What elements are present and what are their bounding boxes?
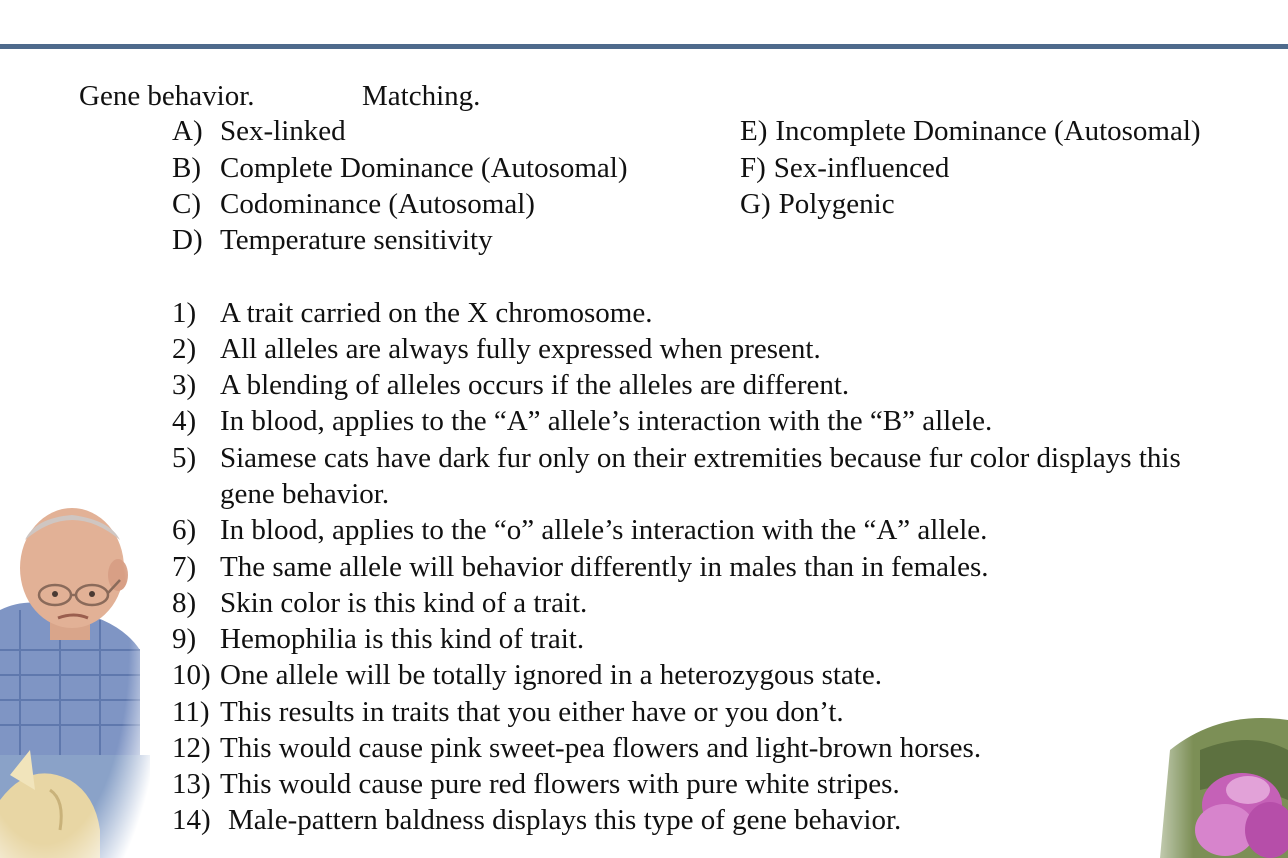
option-text: Polygenic <box>778 188 895 220</box>
option-text: Temperature sensitivity <box>220 224 493 256</box>
question-text: Male-pattern baldness displays this type of gene behavior. <box>228 804 902 836</box>
option-d <box>172 224 493 257</box>
question-number: 11) <box>172 696 210 728</box>
question-text: Hemophilia is this kind of trait. <box>220 623 585 655</box>
question-text: A trait carried on the X chromosome. <box>220 297 653 329</box>
option-c <box>172 188 535 221</box>
question-number: 3) <box>172 369 197 401</box>
option-text: Incomplete Dominance (Autosomal) <box>775 115 1201 147</box>
option-text: Sex-linked <box>220 115 346 147</box>
question-text: This would cause pink sweet-pea flowers and light-brown horses. <box>220 732 982 764</box>
question-text: All alleles are always fully expressed when present. <box>220 333 821 365</box>
question-text: In blood, applies to the “A” allele’s interaction with the “B” allele. <box>220 405 993 437</box>
question-number: 14) <box>172 804 211 836</box>
option-letter: D) <box>172 224 203 256</box>
question-text: This would cause pure red flowers with pure white stripes. <box>220 768 900 800</box>
option-letter: F) <box>740 152 766 184</box>
question-number: 12) <box>172 732 211 764</box>
question-text: The same allele will behavior differently in males than in females. <box>220 551 989 583</box>
option-letter: G) <box>740 188 771 220</box>
question-text: This results in traits that you either have or you don’t. <box>220 696 844 728</box>
option-text: Codominance (Autosomal) <box>220 188 535 220</box>
option-a <box>172 115 346 148</box>
puzzled-man-image <box>0 500 150 858</box>
pink-flower-image <box>1130 690 1288 858</box>
option-g <box>740 188 895 221</box>
question-number: 2) <box>172 333 197 365</box>
question-number: 4) <box>172 405 197 437</box>
option-letter: E) <box>740 115 768 147</box>
top-divider <box>0 44 1288 49</box>
option-letter: A) <box>172 115 203 147</box>
question-number: 5) <box>172 442 197 474</box>
question-text: Skin color is this kind of a trait. <box>220 587 588 619</box>
worksheet-title: Gene behavior. <box>79 80 255 112</box>
option-text: Complete Dominance (Autosomal) <box>220 152 628 184</box>
option-text: Sex-influenced <box>773 152 950 184</box>
question-text: In blood, applies to the “o” allele’s interaction with the “A” allele. <box>220 514 988 546</box>
question-number: 10) <box>172 659 211 691</box>
option-letter: C) <box>172 188 201 220</box>
question-number: 8) <box>172 587 197 619</box>
question-number: 9) <box>172 623 197 655</box>
option-b <box>172 152 628 185</box>
option-e <box>740 115 1201 148</box>
section-label: Matching. <box>362 80 481 112</box>
question-number: 6) <box>172 514 197 546</box>
question-number: 7) <box>172 551 197 583</box>
question-number: 1) <box>172 297 197 329</box>
question-number: 13) <box>172 768 211 800</box>
question-text-continued: gene behavior. <box>220 478 390 510</box>
question-text: Siamese cats have dark fur only on their extremities because fur color displays this <box>220 442 1181 474</box>
question-text: One allele will be totally ignored in a heterozygous state. <box>220 659 882 691</box>
option-letter: B) <box>172 152 201 184</box>
option-f <box>740 152 949 185</box>
question-text: A blending of alleles occurs if the alleles are different. <box>220 369 850 401</box>
